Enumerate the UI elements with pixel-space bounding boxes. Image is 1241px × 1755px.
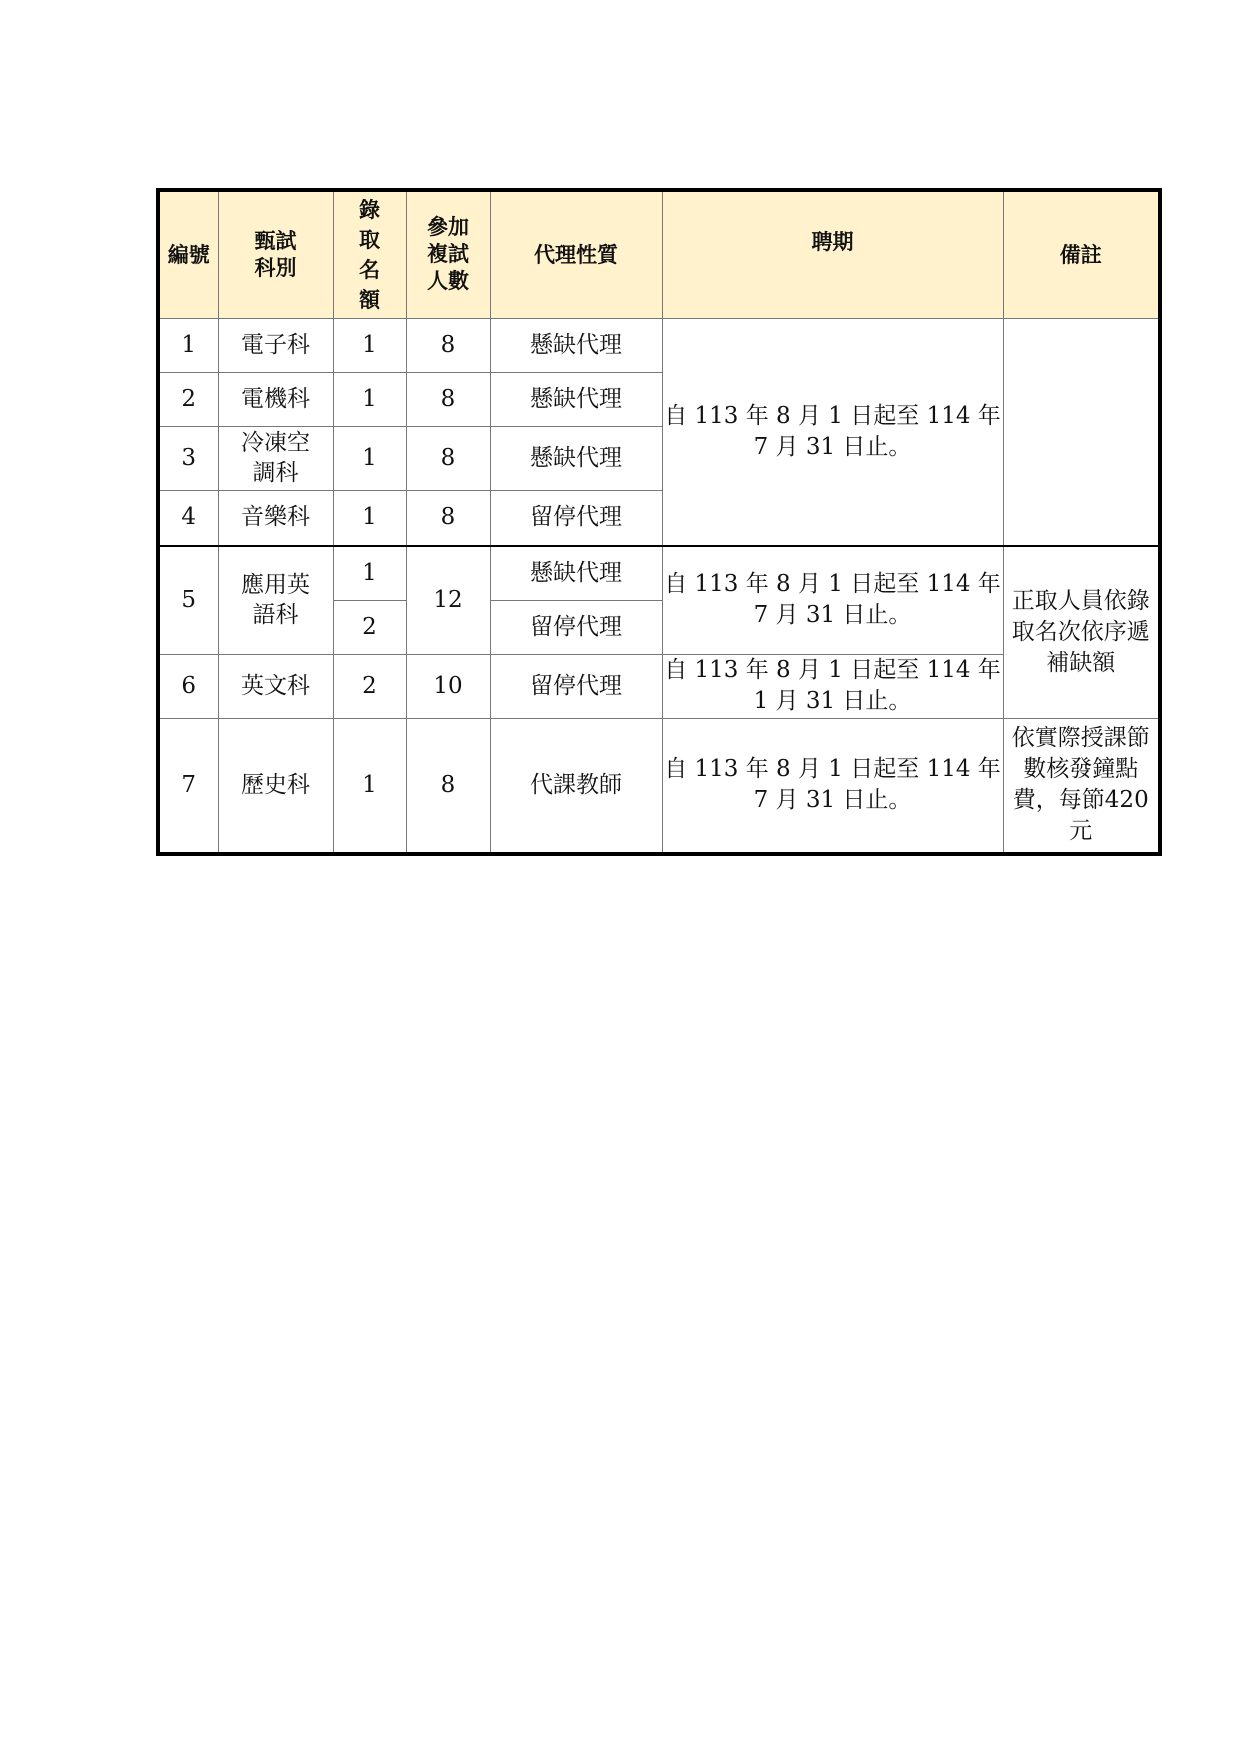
- header-quota: [333, 190, 406, 318]
- cell-number: 7: [158, 718, 218, 854]
- cell-applicants: 8: [406, 372, 490, 426]
- cell-applicants: 12: [406, 546, 490, 654]
- cell-agency-type: 懸缺代理: [490, 546, 662, 600]
- cell-subject-text: 冷凍空調科: [241, 429, 310, 486]
- header-period: 聘期: [662, 190, 1003, 318]
- cell-quota: 1: [333, 426, 406, 490]
- table-row: [158, 546, 1160, 600]
- cell-period: 自 113 年 8 月 1 日起至 114 年 7 月 31 日止。: [662, 718, 1003, 854]
- cell-number: 2: [158, 372, 218, 426]
- cell-agency-type: 留停代理: [490, 490, 662, 546]
- cell-subject: [218, 546, 333, 654]
- cell-quota: 2: [333, 600, 406, 654]
- cell-agency-type: 留停代理: [490, 654, 662, 718]
- recruitment-table: [156, 188, 1162, 856]
- cell-agency-type: 懸缺代理: [490, 426, 662, 490]
- cell-agency-type: 代課教師: [490, 718, 662, 854]
- cell-number: 5: [158, 546, 218, 654]
- cell-period: 自 113 年 8 月 1 日起至 114 年 7 月 31 日止。: [662, 546, 1003, 654]
- header-applicants-text: 參加複試人數: [426, 215, 469, 294]
- cell-applicants: 8: [406, 426, 490, 490]
- cell-quota: 1: [333, 372, 406, 426]
- cell-remark: 依實際授課節數核發鐘點費，每節420 元: [1003, 718, 1160, 854]
- cell-quota: 2: [333, 654, 406, 718]
- cell-quota: 1: [333, 546, 406, 600]
- table-row: [158, 718, 1160, 854]
- cell-agency-type: 懸缺代理: [490, 372, 662, 426]
- header-subject: [218, 190, 333, 318]
- cell-number: 4: [158, 490, 218, 546]
- cell-quota: 1: [333, 318, 406, 372]
- header-applicants: [406, 190, 490, 318]
- cell-number: 3: [158, 426, 218, 490]
- header-row: [158, 190, 1160, 318]
- cell-subject: 英文科: [218, 654, 333, 718]
- cell-quota: 1: [333, 718, 406, 854]
- cell-applicants: 8: [406, 490, 490, 546]
- cell-remark: [1003, 318, 1160, 546]
- cell-period: 自 113 年 8 月 1 日起至 114 年 1 月 31 日止。: [662, 654, 1003, 718]
- header-remark: 備註: [1003, 190, 1160, 318]
- header-quota-text: 錄取名額: [359, 197, 380, 312]
- cell-agency-type: 留停代理: [490, 600, 662, 654]
- cell-applicants: 8: [406, 718, 490, 854]
- header-number: 編號: [158, 190, 218, 318]
- table-row: [158, 318, 1160, 372]
- cell-number: 6: [158, 654, 218, 718]
- cell-agency-type: 懸缺代理: [490, 318, 662, 372]
- cell-subject: [218, 426, 333, 490]
- cell-period: 自 113 年 8 月 1 日起至 114 年 7 月 31 日止。: [662, 318, 1003, 546]
- cell-subject: 電機科: [218, 372, 333, 426]
- header-subject-text: 甄試科別: [254, 228, 297, 280]
- cell-subject: 歷史科: [218, 718, 333, 854]
- cell-number: 1: [158, 318, 218, 372]
- cell-applicants: 8: [406, 318, 490, 372]
- cell-remark: 正取人員依錄取名次依序遞補缺額: [1003, 546, 1160, 718]
- cell-subject: 電子科: [218, 318, 333, 372]
- header-agency-type: 代理性質: [490, 190, 662, 318]
- cell-applicants: 10: [406, 654, 490, 718]
- cell-quota: 1: [333, 490, 406, 546]
- cell-subject-text: 應用英語科: [241, 571, 310, 628]
- cell-subject: 音樂科: [218, 490, 333, 546]
